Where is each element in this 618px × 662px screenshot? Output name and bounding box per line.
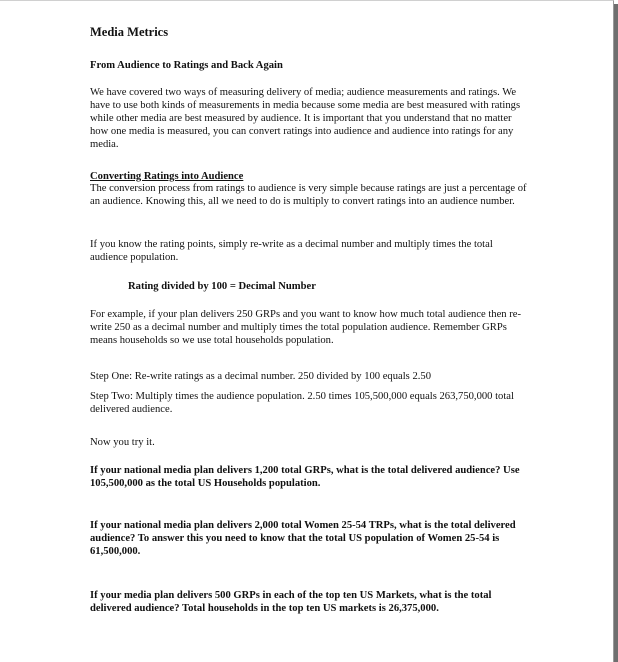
step-one: Step One: Re-write ratings as a decimal number. 250 divided by 100 equals 2.50	[90, 371, 431, 382]
question-3: If your media plan delivers 500 GRPs in each of the top ten US Markets, what is the total delivered audience? Total households in the top ten US markets is 26,375,000.	[90, 590, 492, 614]
subtitle: From Audience to Ratings and Back Again	[90, 60, 283, 71]
formula: Rating divided by 100 = Decimal Number	[128, 281, 316, 292]
try-it-text: Now you try it.	[90, 437, 155, 448]
question-1: If your national media plan delivers 1,200 total GRPs, what is the total delivered audience? Use 105,500,000 as the total US Households population.	[90, 465, 520, 489]
page-shadow	[614, 4, 618, 662]
question-2: If your national media plan delivers 2,000 total Women 25-54 TRPs, what is the total delivered audience? To answer this you need to know that the total US population of Women 25-54 is 61,500,000.	[90, 520, 516, 557]
rating-points-paragraph: If you know the rating points, simply re-write as a decimal number and multiply times the total audience population.	[90, 239, 493, 263]
intro-paragraph: We have covered two ways of measuring delivery of media; audience measurements and ratings. We have to use both kinds of measurements in media because some media are best measured with ratings while other media are best measured by audience. It is important that you understand that no matter how one media is measured, you can convert ratings into audience and audience into ratings for any media.	[90, 87, 521, 150]
section-paragraph: The conversion process from ratings to audience is very simple because ratings are just a percentage of an audience. Knowing this, all we need to do is multiply to convert ratings into an audience number.	[90, 183, 527, 207]
step-two: Step Two: Multiply times the audience population. 2.50 times 105,500,000 equals 263,750,000 total delivered audience.	[90, 391, 514, 415]
example-paragraph: For example, if your plan delivers 250 GRPs and you want to know how much total audience then re-write 250 as a decimal number and multiply times the total population audience. Remember GRPs means households so we use total households population.	[90, 309, 522, 346]
section-heading: Converting Ratings into Audience	[90, 171, 244, 182]
page-title: Media Metrics	[90, 25, 169, 39]
